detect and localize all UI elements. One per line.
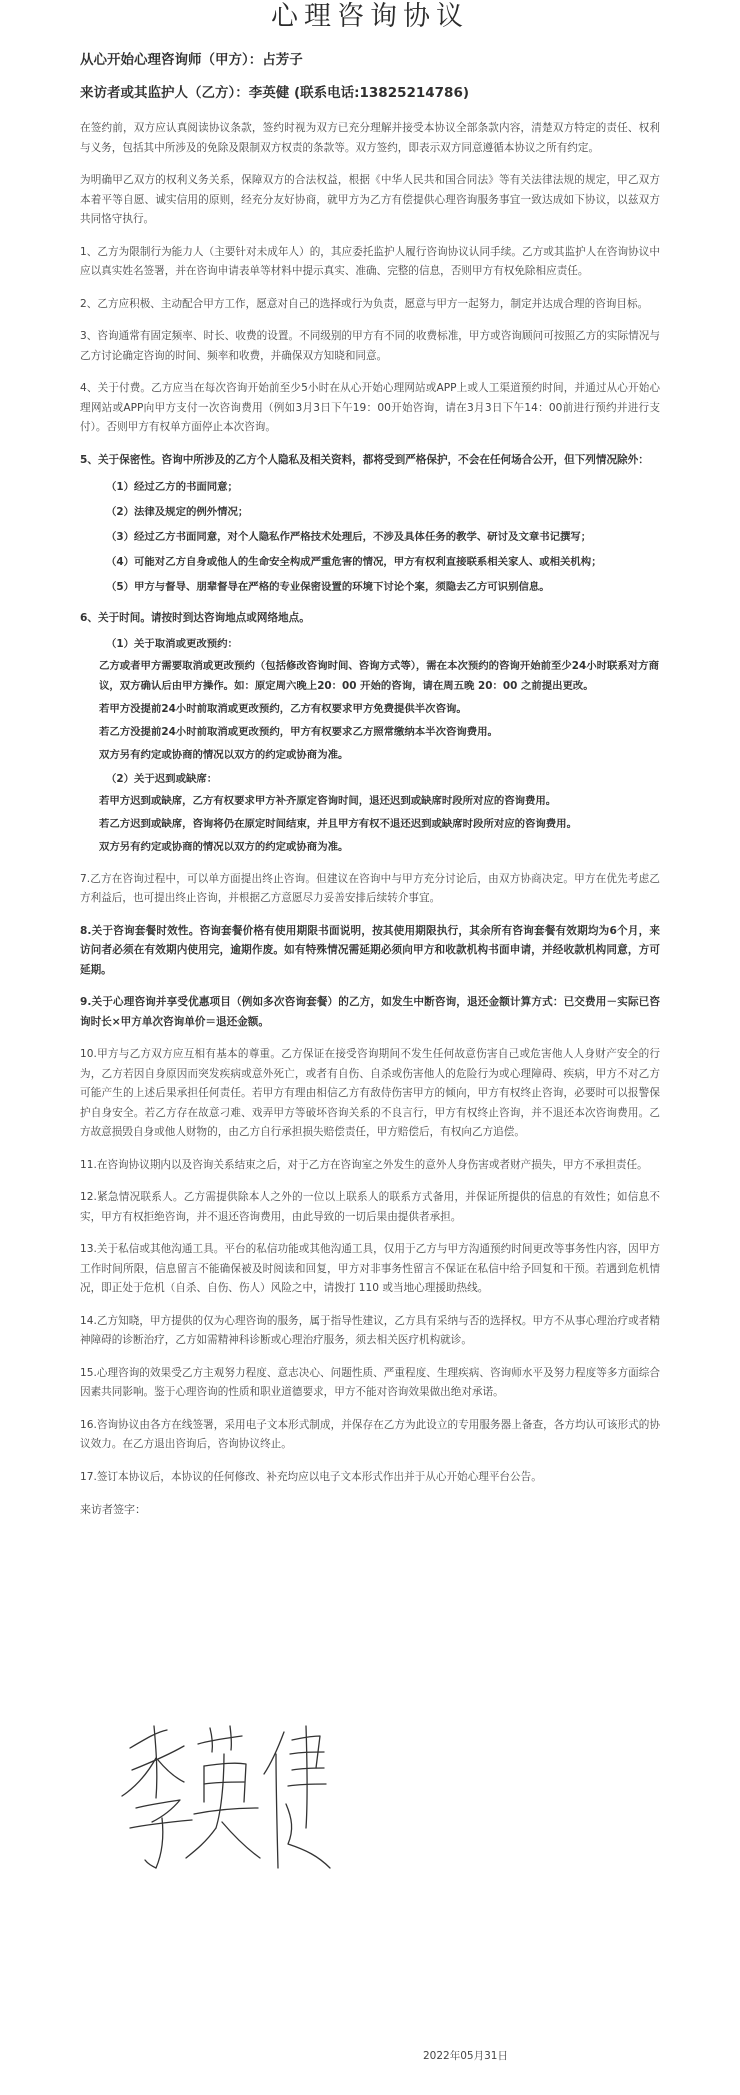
- clause-6-cancel-line: 双方另有约定或协商的情况以双方的约定或协商为准。: [99, 748, 349, 761]
- clause-1: 1、乙方为限制行为能力人（主要针对未成年人）的，其应委托监护人履行咨询协议认同手续。乙方或其监护人在咨询协议中应以真实姓名签署，并在咨询申请表单等材料中提示真实、准确、完整的信息，否则甲方有权免除相应责任。: [80, 245, 660, 277]
- clause-4: 4、关于付费。乙方应当在每次咨询开始前至少5小时在从心开始心理网站或APP上或人工渠道预约时间，并通过从心开始心理网站或APP向甲方支付一次咨询费用（例如3月3日下午19：00开始咨询，请在3月3日下午14：00前进行预约并进行支付）。否则甲方有权单方面停止本次咨询。: [80, 382, 660, 433]
- clause-6-block: [80, 609, 660, 857]
- clause-6: 6、关于时间。请按时到达咨询地点或网络地点。: [80, 612, 310, 624]
- list-item: （4）可能对乙方自身或他人的生命安全构成严重危害的情况，甲方有权利直接联系相关家人、或相关机构；: [106, 556, 602, 568]
- clause-3: 3、咨询通常有固定频率、时长、收费的设置。不同级别的甲方有不同的收费标准，甲方或咨询顾问可按照乙方的实际情况与乙方讨论确定咨询的时间、频率和收费，并确保双方知晓和同意。: [80, 330, 660, 362]
- clause-6-late-line: 双方另有约定或协商的情况以双方的约定或协商为准。: [99, 840, 349, 853]
- list-item: （5）甲方与督导、朋辈督导在严格的专业保密设置的环境下讨论个案，须隐去乙方可识别信息。: [106, 581, 550, 593]
- signature-label: 来访者签字：: [80, 1503, 146, 1516]
- clause-10: 10.甲方与乙方双方应互相有基本的尊重。乙方保证在接受咨询期间不发生任何故意伤害自己或危害他人人身财产安全的行为，乙方若因自身原因而突发疾病或意外死亡，或者有自伤、自杀或伤害他人的危险行为或心理障碍、疾病，甲方不对乙方可能产生的上述后果承担任何责任。若甲方有理由相信乙方有敌侍伤害甲方的倾向，甲方有权终止咨询，必要时可以报警保护自身安全。若乙方存在故意刁难、戏弄甲方等破坏咨询关系的不良言行，甲方有权终止咨询，并不退还本次咨询费用。乙方故意损毁自身或他人财物的，由乙方自行承担损失赔偿责任，甲方赔偿后，有权向乙方追偿。: [80, 1048, 660, 1138]
- clause-6-subheading-late: （2）关于迟到或缺席：: [106, 772, 218, 785]
- clause-14: 14.乙方知晓，甲方提供的仅为心理咨询的服务，属于指导性建议，乙方具有采纳与否的选择权。甲方不从事心理治疗或者精神障碍的诊断治疗，乙方如需精神科诊断或心理治疗服务，须去相关医疗机构就诊。: [80, 1314, 660, 1346]
- agreement-body: [80, 50, 660, 1520]
- clause-6-late-line: 若乙方迟到或缺席，咨询将仍在原定时间结束，并且甲方有权不退还迟到或缺席时段所对应的咨询费用。: [99, 817, 577, 830]
- clause-6-subheading-cancel: （1）关于取消或更改预约：: [106, 637, 238, 650]
- list-item: （3）经过乙方书面同意，对个人隐私作严格技术处理后，不涉及具体任务的教学、研讨及文章书记撰写；: [106, 531, 592, 543]
- confidentiality-exceptions-list: [80, 477, 660, 597]
- clause-6-late-line: 若甲方迟到或缺席，乙方有权要求甲方补齐原定咨询时间，退还迟到或缺席时段所对应的咨询费用。: [99, 794, 557, 807]
- clause-9: 9.关于心理咨询并享受优惠项目（例如多次咨询套餐）的乙方，如发生中断咨询，退还金额计算方式：已交费用－实际已咨询时长×甲方单次咨询单价＝退还金额。: [80, 996, 660, 1028]
- clause-7: 7.乙方在咨询过程中，可以单方面提出终止咨询。但建议在咨询中与甲方充分讨论后，由双方协商决定。甲方在优先考虑乙方利益后，也可提出终止咨询，并根据乙方意愿尽力妥善安排后续转介事宜。: [80, 872, 660, 904]
- signing-date: 2022年05月31日: [423, 2050, 508, 2062]
- clause-13: 13.关于私信或其他沟通工具。平台的私信功能或其他沟通工具，仅用于乙方与甲方沟通预约时间更改等事务性内容，因甲方工作时间所限，信息留言不能确保被及时阅读和回复，甲方对非事务性留言不保证在私信中给予回复和干预。若遇到危机情况，即正处于危机（自杀、自伤、伤人）风险之中，请拨打 110 或当地心理援助热线。: [80, 1243, 660, 1294]
- clause-2: 2、乙方应积极、主动配合甲方工作，愿意对自己的选择或行为负责，愿意与甲方一起努力，制定并达成合理的咨询目标。: [80, 297, 649, 310]
- handwritten-signature: [112, 1718, 332, 1878]
- intro-paragraph-2: 为明确甲乙双方的权利义务关系，保障双方的合法权益，根据《中华人民共和国合同法》等有关法律法规的规定，甲乙双方本着平等自愿、诚实信用的原则，经充分友好协商，就甲方为乙方有偿提供心理咨询服务事宜一致达成如下协议，以兹双方共同恪守执行。: [80, 174, 660, 225]
- clause-6-cancel-line: 乙方或者甲方需要取消或更改预约（包括修改咨询时间、咨询方式等），需在本次预约的咨询开始前至少24小时联系对方商议，双方确认后由甲方操作。如：原定周六晚上20：00 开始的咨询，请在周五晚 20：00 之前提出更改。: [99, 659, 659, 692]
- clause-15: 15.心理咨询的效果受乙方主观努力程度、意志决心、问题性质、严重程度、生理疾病、咨询师水平及努力程度等多方面综合因素共同影响。鉴于心理咨询的性质和职业道德要求，甲方不能对咨询效果做出绝对承诺。: [80, 1366, 660, 1398]
- clause-6-cancel-line: 若乙方没提前24小时前取消或更改预约，甲方有权要求乙方照常缴纳本半次咨询费用。: [99, 725, 498, 738]
- clause-5: 5、关于保密性。咨询中所涉及的乙方个人隐私及相关资料，都将受到严格保护，不会在任何场合公开，但下列情况除外：: [80, 453, 649, 466]
- list-item: （2）法律及规定的例外情况；: [106, 506, 249, 518]
- list-item: （1）经过乙方的书面同意；: [106, 481, 238, 493]
- intro-paragraph-1: 在签约前，双方应认真阅读协议条款，签约时视为双方已充分理解并接受本协议全部条款内容，清楚双方特定的责任、权利与义务，包括其中所涉及的免除及限制双方权责的条款等。双方签约，即表示双方同意遵循本协议之所有约定。: [80, 122, 660, 154]
- party-a: 从心开始心理咨询师（甲方）：占芳子: [80, 52, 303, 68]
- clause-8: 8.关于咨询套餐时效性。咨询套餐价格有使用期限书面说明，按其使用期限执行，其余所有咨询套餐有效期均为6个月，来访问者必须在有效期内使用完，逾期作废。如有特殊情况需延期必须向甲方和收款机构书面申请，并经收款机构同意，方可延期。: [80, 924, 660, 976]
- document-title: 心理咨询协议: [271, 1, 469, 32]
- clause-11: 11.在咨询协议期内以及咨询关系结束之后，对于乙方在咨询室之外发生的意外人身伤害或者财产损失，甲方不承担责任。: [80, 1158, 648, 1171]
- clause-6-cancel-line: 若甲方没提前24小时前取消或更改预约，乙方有权要求甲方免费提供半次咨询。: [99, 702, 467, 715]
- clause-12: 12.紧急情况联系人。乙方需提供除本人之外的一位以上联系人的联系方式备用，并保证所提供的信息的有效性；如信息不实，甲方有权拒绝咨询，并不退还咨询费用，由此导致的一切后果由提供者承担。: [80, 1191, 660, 1223]
- clause-17: 17.签订本协议后，本协议的任何修改、补充均应以电子文本形式作出并于从心开始心理平台公告。: [80, 1470, 542, 1483]
- clause-16: 16.咨询协议由各方在线签署，采用电子文本形式制成，并保存在乙方为此设立的专用服务器上备查，各方均认可该形式的协议效力。在乙方退出咨询后，咨询协议终止。: [80, 1418, 660, 1450]
- party-b: 来访者或其监护人（乙方）：李英健 (联系电话:13825214786): [80, 85, 470, 101]
